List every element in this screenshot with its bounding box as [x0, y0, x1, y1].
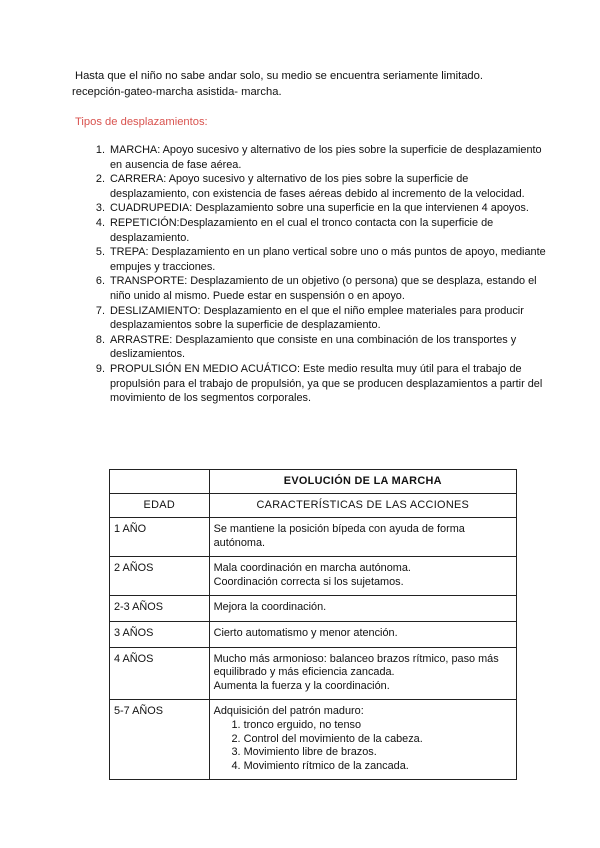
list-item: 8. ARRASTRE: Desplazamiento que consiste en una combinación de los transportes y deslizamientos. — [108, 333, 548, 362]
evolution-table — [109, 469, 517, 780]
age-cell: 3 AÑOS — [110, 621, 210, 647]
cell-text: Mucho más armonioso: balanceo brazos rítmico, paso más equilibrado y más eficiencia zancada. — [213, 652, 499, 679]
table-title-row — [110, 470, 517, 494]
characteristics-cell — [209, 518, 516, 557]
age-cell: 4 AÑOS — [110, 647, 210, 700]
table-row — [110, 518, 517, 557]
table-row — [110, 647, 517, 700]
list-item: 4. REPETICIÓN:Desplazamiento en el cual el tronco contacta con la superficie de desplazamiento. — [108, 216, 548, 245]
cell-text: Adquisición del patrón maduro: — [213, 705, 364, 718]
table-row — [110, 596, 517, 622]
cell-text: Se mantiene la posición bípeda con ayuda de forma autónoma. — [213, 523, 465, 549]
age-cell: 5-7 AÑOS — [110, 700, 210, 780]
characteristics-cell — [209, 596, 516, 622]
list-item: 2. Control del movimiento de la cabeza. — [244, 733, 512, 747]
table-header-row — [110, 494, 517, 518]
list-item: 4. Movimiento rítmico de la zancada. — [244, 760, 512, 774]
cell-text: Mejora la coordinación. — [213, 601, 327, 614]
intro-line-1: Hasta que el niño no sabe andar solo, su medio se encuentra seriamente limitado. — [75, 70, 483, 82]
characteristics-cell — [209, 557, 516, 596]
age-cell: 2 AÑOS — [110, 557, 210, 596]
column-header-characteristics: CARACTERÍSTICAS DE LAS ACCIONES — [209, 494, 516, 518]
cell-text: Coordinación correcta si los sujetamos. — [213, 575, 404, 588]
cell-text: Mala coordinación en marcha autónoma. — [213, 562, 411, 575]
mature-pattern-list — [214, 719, 512, 773]
intro-line-2: recepción-gateo-marcha asistida- marcha. — [72, 86, 282, 98]
list-item: 1. MARCHA: Apoyo sucesivo y alternativo de los pies sobre la superficie de desplazamiento en ausencia de fase aérea. — [108, 143, 548, 172]
types-list — [88, 143, 548, 406]
list-item: 1. tronco erguido, no tenso — [244, 719, 512, 733]
column-header-age: EDAD — [110, 494, 210, 518]
list-item: 2. CARRERA: Apoyo sucesivo y alternativo de los pies sobre la superficie de desplazamiento, con existencia de fases aéreas debido al incremento de la velocidad. — [108, 172, 548, 201]
age-cell: 2-3 AÑOS — [110, 596, 210, 622]
age-cell: 1 AÑO — [110, 518, 210, 557]
characteristics-cell — [209, 621, 516, 647]
list-item: 7. DESLIZAMIENTO: Desplazamiento en el que el niño emplee materiales para producir desplazamientos sobre la superficie de desplazamiento. — [108, 304, 548, 333]
table-title: EVOLUCIÓN DE LA MARCHA — [209, 470, 516, 494]
list-item: 9. PROPULSIÓN EN MEDIO ACUÁTICO: Este medio resulta muy útil para el trabajo de propulsión para el trabajo de propulsión, ya que se producen desplazamientos a partir del movimiento de los segmentos corporales. — [108, 362, 548, 406]
list-item: 6. TRANSPORTE: Desplazamiento de un objetivo (o persona) que se desplaza, estando el niño unido al mismo. Puede estar en suspensión o en apoyo. — [108, 274, 548, 303]
list-item: 3. CUADRUPEDIA: Desplazamiento sobre una superficie en la que intervienen 4 apoyos. — [108, 201, 548, 216]
cell-text: Aumenta la fuerza y la coordinación. — [213, 679, 390, 692]
list-item: 5. TREPA: Desplazamiento en un plano vertical sobre uno o más puntos de apoyo, mediante empujes y tracciones. — [108, 245, 548, 274]
table-row — [110, 557, 517, 596]
table-row — [110, 621, 517, 647]
characteristics-cell — [209, 647, 516, 700]
table-row — [110, 700, 517, 780]
characteristics-cell — [209, 700, 516, 780]
table-corner-cell — [110, 470, 210, 494]
list-item: 3. Movimiento libre de brazos. — [244, 746, 512, 760]
intro-paragraph — [72, 68, 542, 100]
types-heading: Tipos de desplazamientos: — [75, 116, 208, 128]
cell-text: Cierto automatismo y menor atención. — [213, 626, 398, 639]
